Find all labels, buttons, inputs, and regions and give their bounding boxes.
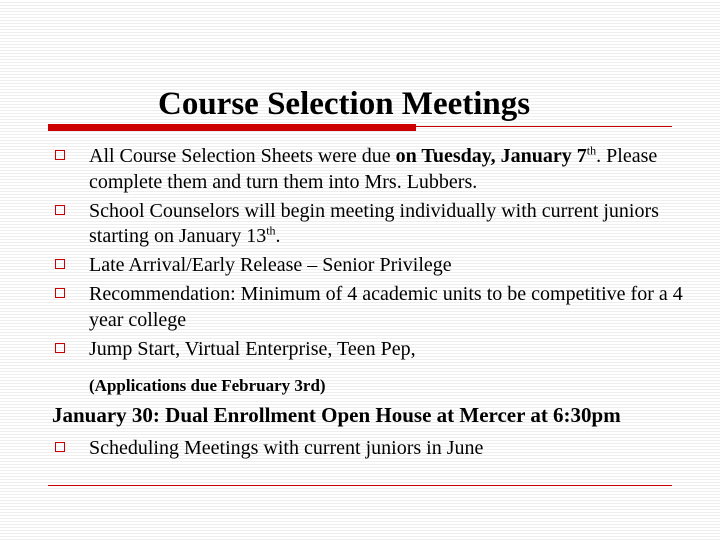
footer-divider [48, 485, 672, 486]
checkbox-outline-icon [55, 150, 65, 160]
checkbox-outline-icon [55, 343, 65, 353]
checkbox-outline-icon [55, 259, 65, 269]
bullet-list-secondary [52, 436, 692, 465]
bullet-bold-text: on Tuesday, January 7 [395, 145, 587, 167]
bullet-item [52, 282, 692, 333]
bullet-text: Late Arrival/Early Release – Senior Privilege [89, 254, 452, 276]
bullet-text: All Course Selection Sheets were due [89, 145, 396, 167]
bullet-text-continued: . [275, 225, 281, 247]
bullet-item [52, 253, 692, 279]
bullet-item [52, 199, 692, 250]
checkbox-outline-icon [55, 288, 65, 298]
bullet-text-continued: . Please complete them and turn them into Mrs. Lubbers. [89, 145, 658, 193]
bullet-ordinal-suffix: th [586, 143, 597, 158]
bullet-text: Jump Start, Virtual Enterprise, Teen Pep, [89, 337, 416, 360]
slide-title: Course Selection Meetings [158, 86, 531, 122]
checkbox-outline-icon [55, 442, 65, 452]
checkbox-outline-icon [55, 205, 65, 215]
title-underline-thin [416, 126, 672, 127]
bullet-item [52, 144, 692, 195]
open-house-announcement: January 30: Dual Enrollment Open House at Mercer at 6:30pm [52, 403, 621, 427]
bullet-ordinal-suffix: th [266, 223, 276, 238]
bullet-text: Recommendation: Minimum of 4 academic units to be competitive for a 4 year college [89, 283, 683, 331]
bullet-item [52, 436, 692, 462]
bullet-item [52, 337, 692, 363]
bullet-list [52, 144, 692, 366]
applications-due-note: (Applications due February 3rd) [89, 376, 326, 395]
bullet-text: School Counselors will begin meeting individually with current juniors starting on January 13 [89, 199, 659, 247]
title-underline-accent [48, 124, 416, 131]
bullet-text: Scheduling Meetings with current juniors in June [89, 437, 484, 459]
